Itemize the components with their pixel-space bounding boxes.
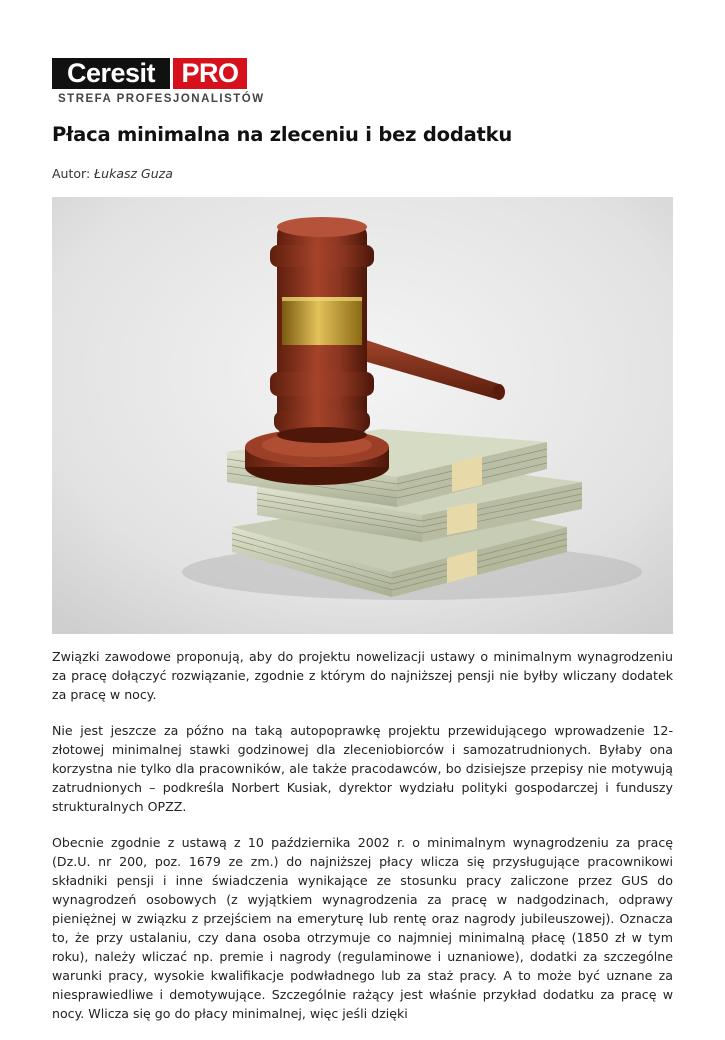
paragraph: Związki zawodowe proponują, aby do projektu nowelizacji ustawy o minimalnym wynagrodzeniu za pracę dołączyć rozwiązanie, zgodnie z którym do najniższej pensji nie byłby wliczany dodatek za pracę w nocy. xyxy=(52,649,673,702)
logo-badge: PRO xyxy=(173,58,247,89)
gavel-on-money-illustration xyxy=(52,197,673,634)
ceresit-pro-logo[interactable] xyxy=(52,58,265,110)
article-author xyxy=(52,166,173,181)
author-name: Łukasz Guza xyxy=(94,166,173,181)
paragraph: Nie jest jeszcze za późno na taką autopoprawkę projektu przewidującego wprowadzenie 12-złotowej minimalnej stawki godzinowej dla zleceniobiorców i samozatrudnionych. Byłaby ona korzystna nie tylko dla pracowników, ale także pracodawców, bo dzisiejsze przepisy nie motywują zatrudnionych – podkreśla Norbert Kusiak, dyrektor wydziału polityki gospodarczej i funduszy strukturalnych OPZZ. xyxy=(52,723,673,814)
paragraph: Obecnie zgodnie z ustawą z 10 października 2002 r. o minimalnym wynagrodzeniu za pracę (Dz.U. nr 200, poz. 1679 ze zm.) do najniższej płacy wlicza się przysługujące pracownikowi składniki pensji i inne świadczenia wynikające ze stosunku pracy zaliczone przez GUS do wynagrodzeń osobowych (z wyjątkiem wynagrodzenia za pracę w nadgodzinach, odprawy pieniężnej w związku z przejściem na emeryturę lub rentę oraz nagrody jubileuszowej). Oznacza to, że przy ustalaniu, czy dana osoba otrzymuje co najmniej minimalną płacę (1850 zł w tym roku), należy wliczać np. premie i nagrody (regulaminowe i uznaniowe), dodatki za szczególne warunki pracy, wysokie kwalifikacje podwładnego lub za staż pracy. A to może być uznane za niesprawiedliwe i demotywujące. Szczególnie rażący jest właśnie przykład dodatku za pracę w nocy. Wlicza się go do płacy minimalnej, więc jeśli dzięki xyxy=(52,835,673,1021)
hero-image xyxy=(52,197,673,634)
author-label: Autor: xyxy=(52,166,91,181)
article-title: Płaca minimalna na zleceniu i bez dodatku xyxy=(52,123,513,146)
logo-tagline: STREFA PROFESJONALISTÓW xyxy=(58,93,265,105)
article-body xyxy=(52,647,673,1040)
gavel-head xyxy=(270,217,374,443)
logo-brand: Ceresit xyxy=(52,58,170,89)
